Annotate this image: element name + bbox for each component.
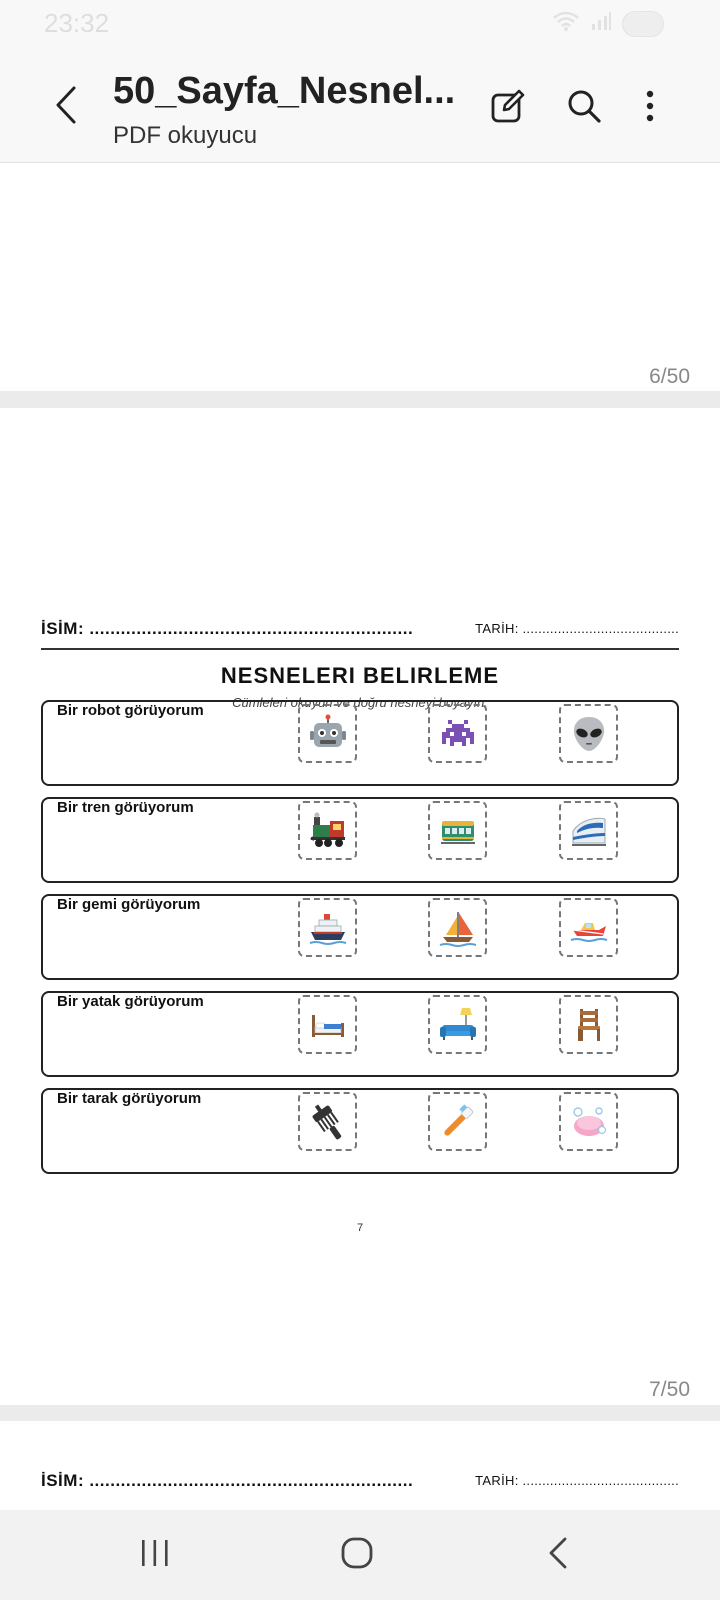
exercise-sentence: Bir yatak görüyorum <box>57 993 204 1010</box>
home-icon <box>340 1536 374 1575</box>
answer-choice[interactable] <box>298 801 357 860</box>
toothbrush-icon <box>438 1102 478 1142</box>
status-time: 23:32 <box>44 8 110 38</box>
nav-back-button[interactable] <box>528 1530 588 1580</box>
pdf-page-8 <box>0 1421 720 1510</box>
chair-icon <box>569 1005 609 1045</box>
more-icon <box>645 89 655 128</box>
answer-choice[interactable] <box>559 898 618 957</box>
answer-choice[interactable] <box>559 995 618 1054</box>
edit-icon <box>490 88 526 129</box>
worksheet-header <box>41 619 679 649</box>
bullet-train-icon <box>569 811 609 851</box>
document-title: 50_Sayfa_Nesnel... <box>113 70 456 112</box>
exercise-row <box>41 991 679 1077</box>
wifi-icon <box>552 10 580 37</box>
answer-choice[interactable] <box>428 995 487 1054</box>
navigation-bar <box>0 1510 720 1600</box>
recent-apps-icon <box>139 1538 171 1573</box>
answer-choice[interactable] <box>428 1092 487 1151</box>
exercise-row <box>41 700 679 786</box>
answer-choice[interactable] <box>298 995 357 1054</box>
answer-choice[interactable] <box>298 898 357 957</box>
search-button[interactable] <box>562 86 606 130</box>
exercise-sentence: Bir tren görüyorum <box>57 799 194 816</box>
worksheet-header <box>41 1471 679 1501</box>
app-subtitle: PDF okuyucu <box>113 122 258 149</box>
bed-icon <box>308 1005 348 1045</box>
battery-icon <box>622 11 664 37</box>
pdf-page-6 <box>0 163 720 391</box>
search-icon <box>566 88 602 129</box>
page-indicator: 6/50 <box>649 365 690 388</box>
exercise-row <box>41 894 679 980</box>
back-button[interactable] <box>44 82 88 132</box>
worksheet-title: NESNELERI BELIRLEME <box>220 663 500 688</box>
exercise-sentence: Bir tarak görüyorum <box>57 1090 202 1107</box>
answer-choice[interactable] <box>559 801 618 860</box>
exercise-sentence: Bir gemi görüyorum <box>57 896 201 913</box>
robot-icon <box>308 714 348 754</box>
soap-icon <box>569 1102 609 1142</box>
worksheet-instruction: Cümleleri okuyun ve doğru nesneyi boyayın. <box>232 695 488 710</box>
tram-car-icon <box>438 811 478 851</box>
exercise-row <box>41 797 679 883</box>
answer-choice[interactable] <box>428 704 487 763</box>
app-bar <box>0 50 720 163</box>
exercise-sentence: Bir robot görüyorum <box>57 702 204 719</box>
pdf-page-7 <box>0 408 720 1405</box>
ship-icon <box>308 908 348 948</box>
status-bar <box>0 0 720 50</box>
date-field: TARİH: ........................................ <box>475 1473 679 1488</box>
name-field: İSİM: .............................................................. <box>41 619 414 638</box>
status-icons <box>552 10 664 37</box>
answer-choice[interactable] <box>298 1092 357 1151</box>
home-button[interactable] <box>327 1530 387 1580</box>
name-field: İSİM: .............................................................. <box>41 1471 414 1490</box>
date-field: TARİH: ........................................ <box>475 621 679 636</box>
answer-choice[interactable] <box>428 801 487 860</box>
nav-back-icon <box>546 1536 570 1575</box>
sailboat-icon <box>438 908 478 948</box>
alien-face-icon <box>569 714 609 754</box>
recent-apps-button[interactable] <box>125 1530 185 1580</box>
comb-icon <box>308 1102 348 1142</box>
header-divider <box>41 648 679 650</box>
pdf-viewer[interactable] <box>0 163 720 1510</box>
edit-button[interactable] <box>486 86 530 130</box>
back-icon <box>54 85 78 130</box>
exercise-row <box>41 1088 679 1174</box>
page-indicator: 7/50 <box>649 1378 690 1401</box>
steam-locomotive-icon <box>308 811 348 851</box>
signal-icon <box>590 10 612 37</box>
answer-choice[interactable] <box>559 1092 618 1151</box>
answer-choice[interactable] <box>559 704 618 763</box>
speedboat-icon <box>569 908 609 948</box>
answer-choice[interactable] <box>428 898 487 957</box>
page-number: 7 <box>356 1222 364 1234</box>
couch-lamp-icon <box>438 1005 478 1045</box>
answer-choice[interactable] <box>298 704 357 763</box>
more-options-button[interactable] <box>628 86 672 130</box>
alien-monster-icon <box>438 714 478 754</box>
